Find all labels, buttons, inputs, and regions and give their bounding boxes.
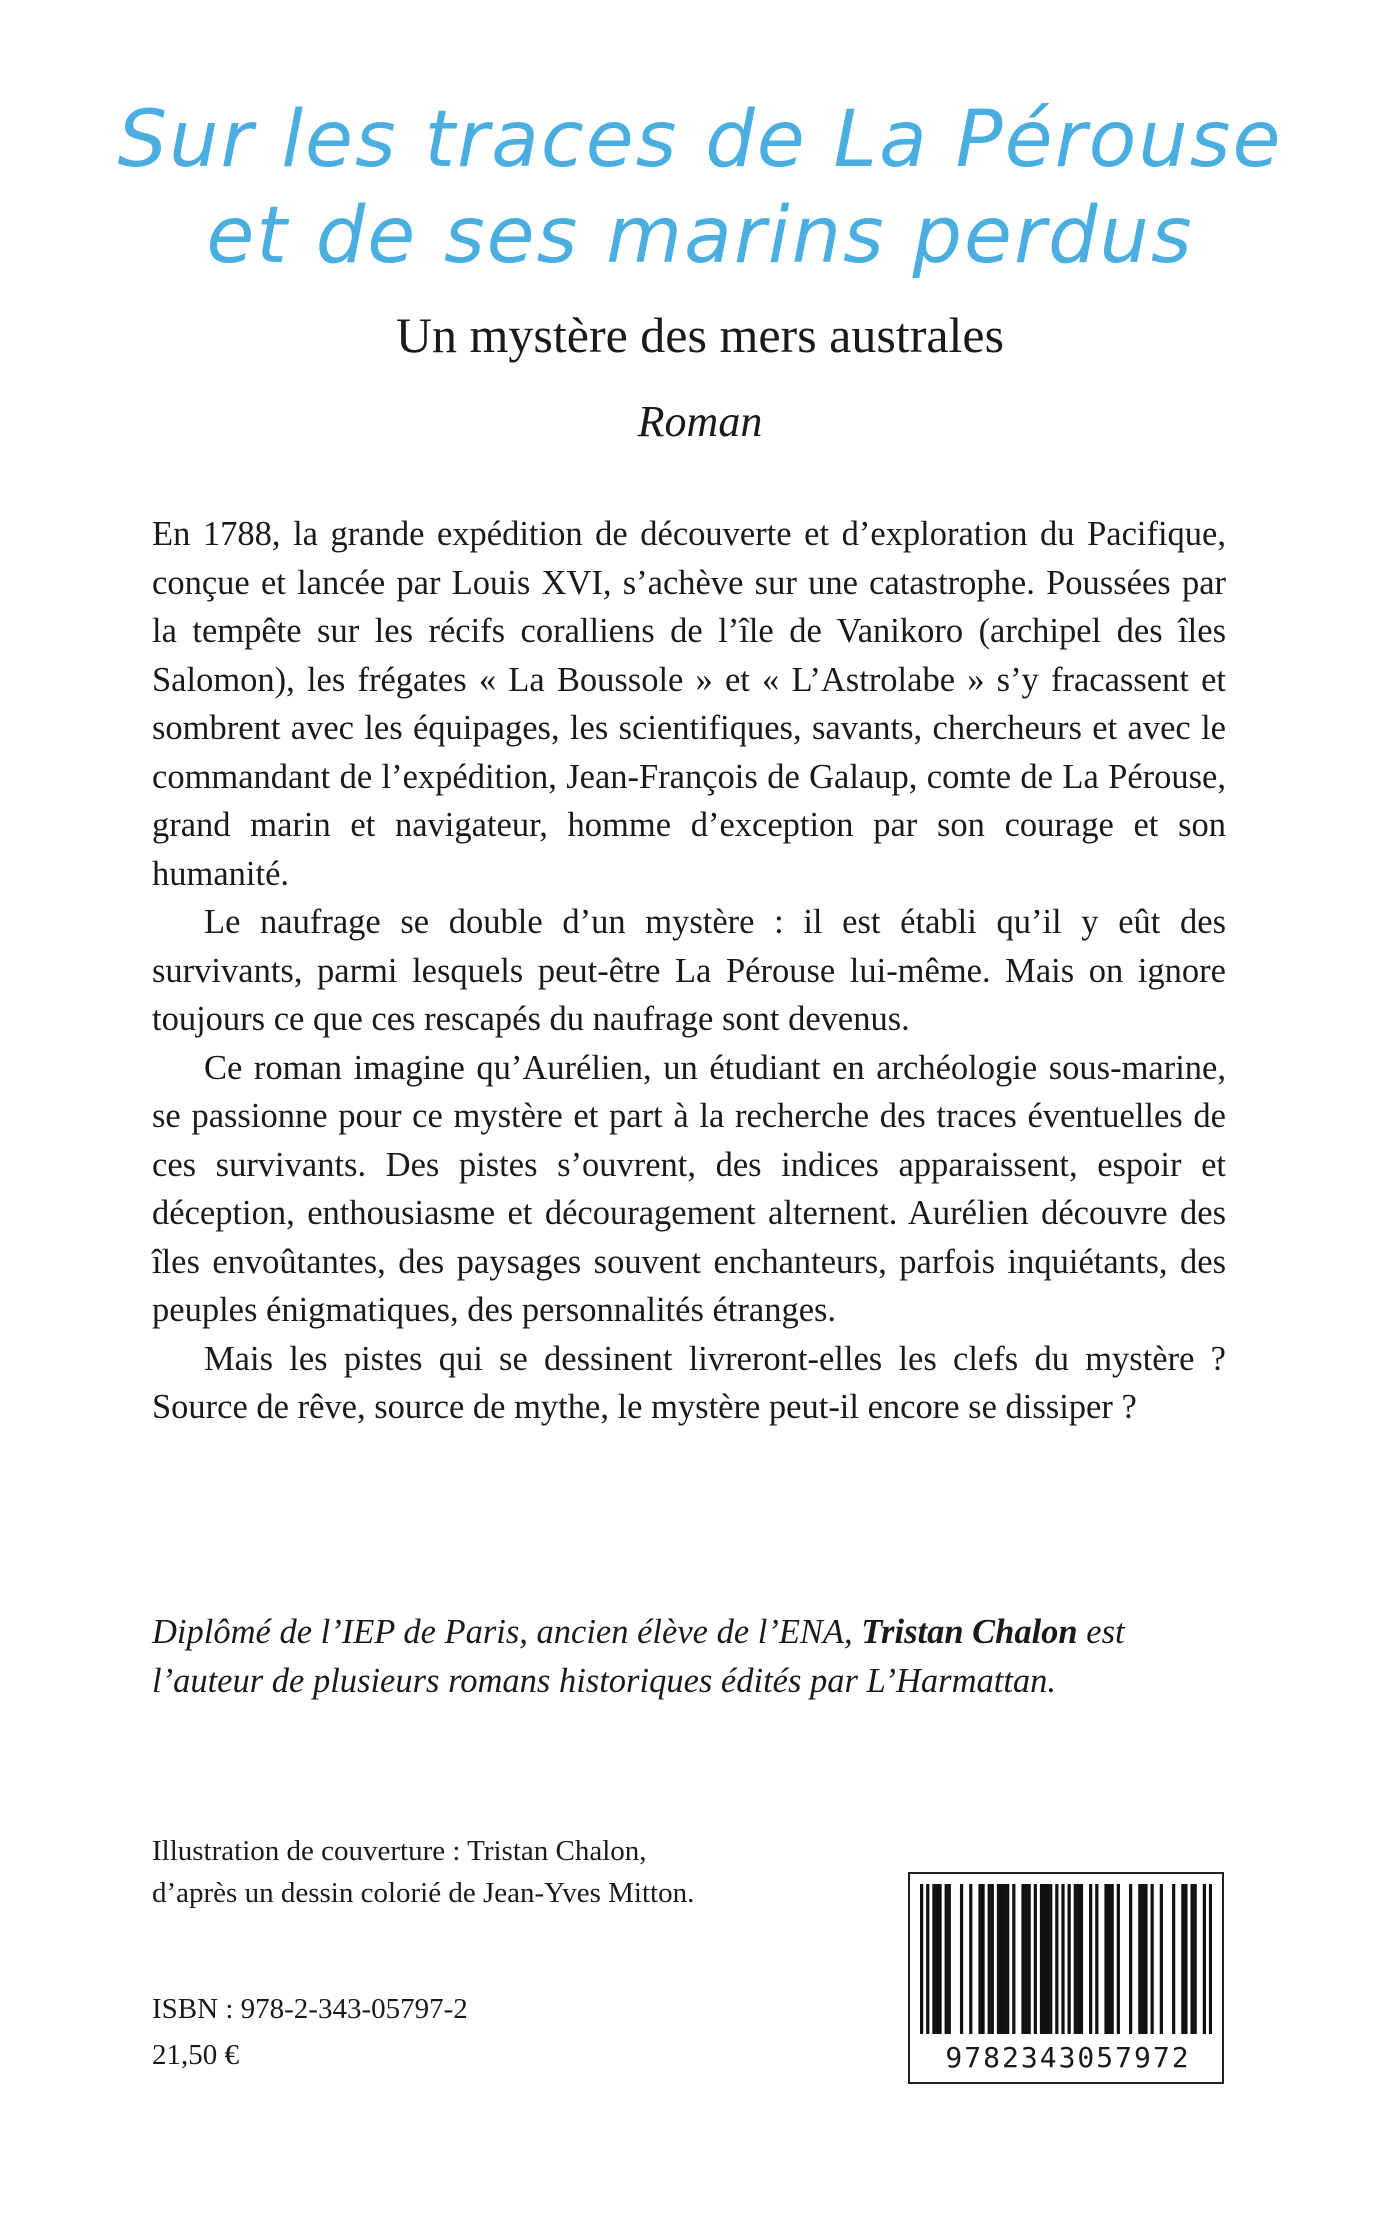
barcode-bar bbox=[1034, 1884, 1037, 2034]
author-bio-after: est l’auteur de plusieurs romans historiques édités par L’Harmattan. bbox=[152, 1613, 1125, 1700]
synopsis-paragraph-1: En 1788, la grande expédition de découverte et d’exploration du Pacifique, conçue et lancée par Louis XVI, s’achève sur une catastrophe. Poussées par la tempête sur les récifs coralliens de l’île de Vanikoro (archipel des îles Salomon), les frégates « La Boussole » et « L’Astrolabe » s’y fracassent et sombrent avec les équipages, les scientifiques, savants, chercheurs et avec le commandant de l’expédition, Jean-François de Galaup, comte de La Pérouse, grand marin et navigateur, homme d’exception par son courage et son humanité. bbox=[152, 515, 1226, 893]
synopsis-paragraph-2: Le naufrage se double d’un mystère : il est établi qu’il y eût des survivants, parmi lesquels peut-être La Pérouse lui-même. Mais on ignore toujours ce que ces rescapés du naufrage sont devenus. bbox=[152, 903, 1226, 1038]
barcode-digits: 9782343057972 bbox=[945, 2041, 1191, 2074]
barcode-bar bbox=[997, 1884, 1000, 2034]
price: 21,50 € bbox=[152, 2039, 239, 2071]
barcode-bar bbox=[1061, 1884, 1064, 2034]
barcode-bar bbox=[1046, 1884, 1049, 2034]
illustration-credit bbox=[152, 1830, 912, 1914]
barcode-bar bbox=[948, 1884, 951, 2034]
barcode-bar bbox=[1141, 1884, 1144, 2034]
barcode-bar bbox=[1077, 1884, 1080, 2034]
book-subtitle: Un mystère des mers australes bbox=[395, 307, 1005, 363]
author-bio-before: Diplômé de l’IEP de Paris, ancien élève de l’ENA, bbox=[152, 1613, 862, 1651]
barcode-bar bbox=[1138, 1884, 1141, 2034]
barcode-bar bbox=[1040, 1884, 1043, 2034]
barcode-bar bbox=[932, 1884, 935, 2034]
barcode-bar bbox=[1049, 1884, 1052, 2034]
barcode-bar bbox=[960, 1884, 963, 2034]
barcode-bar bbox=[1080, 1884, 1083, 2034]
synopsis-paragraph-4: Mais les pistes qui se dessinent livreront-elles les clefs du mystère ? Source de rêve, source de mythe, le mystère peut-il encore se dissiper ? bbox=[152, 1339, 1226, 1426]
author-bio bbox=[152, 1608, 1226, 1705]
credit-line-1: Illustration de couverture : Tristan Chalon, bbox=[152, 1835, 647, 1867]
barcode-bar bbox=[1000, 1884, 1003, 2034]
barcode-bar bbox=[1074, 1884, 1077, 2034]
barcode-bar bbox=[1003, 1884, 1006, 2034]
barcode-bar bbox=[969, 1884, 972, 2034]
barcode-bar bbox=[938, 1884, 941, 2034]
barcode-bar bbox=[1006, 1884, 1009, 2034]
barcode-bar bbox=[1184, 1884, 1187, 2034]
barcode-bar bbox=[1095, 1884, 1098, 2034]
synopsis bbox=[152, 510, 1226, 1432]
barcode-bar bbox=[1194, 1884, 1197, 2034]
barcode-bar bbox=[920, 1884, 923, 2034]
barcode-bar bbox=[1089, 1884, 1092, 2034]
barcode-bar bbox=[1190, 1884, 1193, 2034]
barcode-bar bbox=[1111, 1884, 1114, 2034]
barcode-bar bbox=[1209, 1884, 1212, 2034]
barcode-bar bbox=[1129, 1884, 1132, 2034]
barcode-bar bbox=[1151, 1884, 1154, 2034]
book-genre: Roman bbox=[637, 397, 763, 446]
barcode-bar bbox=[1172, 1884, 1175, 2034]
barcode-bar bbox=[1068, 1884, 1071, 2034]
author-bio-text bbox=[152, 1608, 1226, 1705]
author-name: Tristan Chalon bbox=[861, 1613, 1078, 1651]
barcode-bar bbox=[981, 1884, 984, 2034]
barcode-bars bbox=[920, 1884, 1212, 2034]
book-title bbox=[0, 92, 1400, 284]
barcode-bar bbox=[1028, 1884, 1031, 2034]
synopsis-paragraph-3: Ce roman imagine qu’Aurélien, un étudiant en archéologie sous-marine, se passionne pour ce mystère et part à la recherche des traces éventuelles de ces survivants. Des pistes s’ouvrent, des indices apparaissent, espoir et déception, enthousiasme et découragement alternent. Aurélien découvre des îles envoûtantes, des paysages souvent enchanteurs, parfois inquiétants, des peuples énigmatiques, des personnalités étranges. bbox=[152, 1048, 1226, 1329]
isbn-number: ISBN : 978-2-343-05797-2 bbox=[152, 1993, 468, 2025]
barcode-bar bbox=[1055, 1884, 1058, 2034]
barcode-bar bbox=[988, 1884, 991, 2034]
barcode-bar bbox=[926, 1884, 929, 2034]
barcode-bar bbox=[978, 1884, 981, 2034]
barcode-bar bbox=[1107, 1884, 1110, 2034]
barcode-bar bbox=[945, 1884, 948, 2034]
barcode-bar bbox=[1160, 1884, 1163, 2034]
book-title-line-1: Sur les traces de La Pérouse bbox=[117, 95, 1283, 185]
barcode-bar bbox=[991, 1884, 994, 2034]
barcode-bar bbox=[1021, 1884, 1024, 2034]
barcode-bar bbox=[935, 1884, 938, 2034]
book-title-line-2: et de ses marins perdus bbox=[206, 191, 1194, 281]
barcode-bar bbox=[1043, 1884, 1046, 2034]
barcode-bar bbox=[1012, 1884, 1015, 2034]
barcode-bar bbox=[1144, 1884, 1147, 2034]
barcode-bar bbox=[1104, 1884, 1107, 2034]
barcode bbox=[908, 1872, 1224, 2084]
credit-line-2: d’après un dessin colorié de Jean-Yves Mitton. bbox=[152, 1877, 695, 1909]
barcode-bar bbox=[1181, 1884, 1184, 2034]
barcode-bar bbox=[1117, 1884, 1120, 2034]
barcode-bar bbox=[1203, 1884, 1206, 2034]
barcode-bar bbox=[1025, 1884, 1028, 2034]
